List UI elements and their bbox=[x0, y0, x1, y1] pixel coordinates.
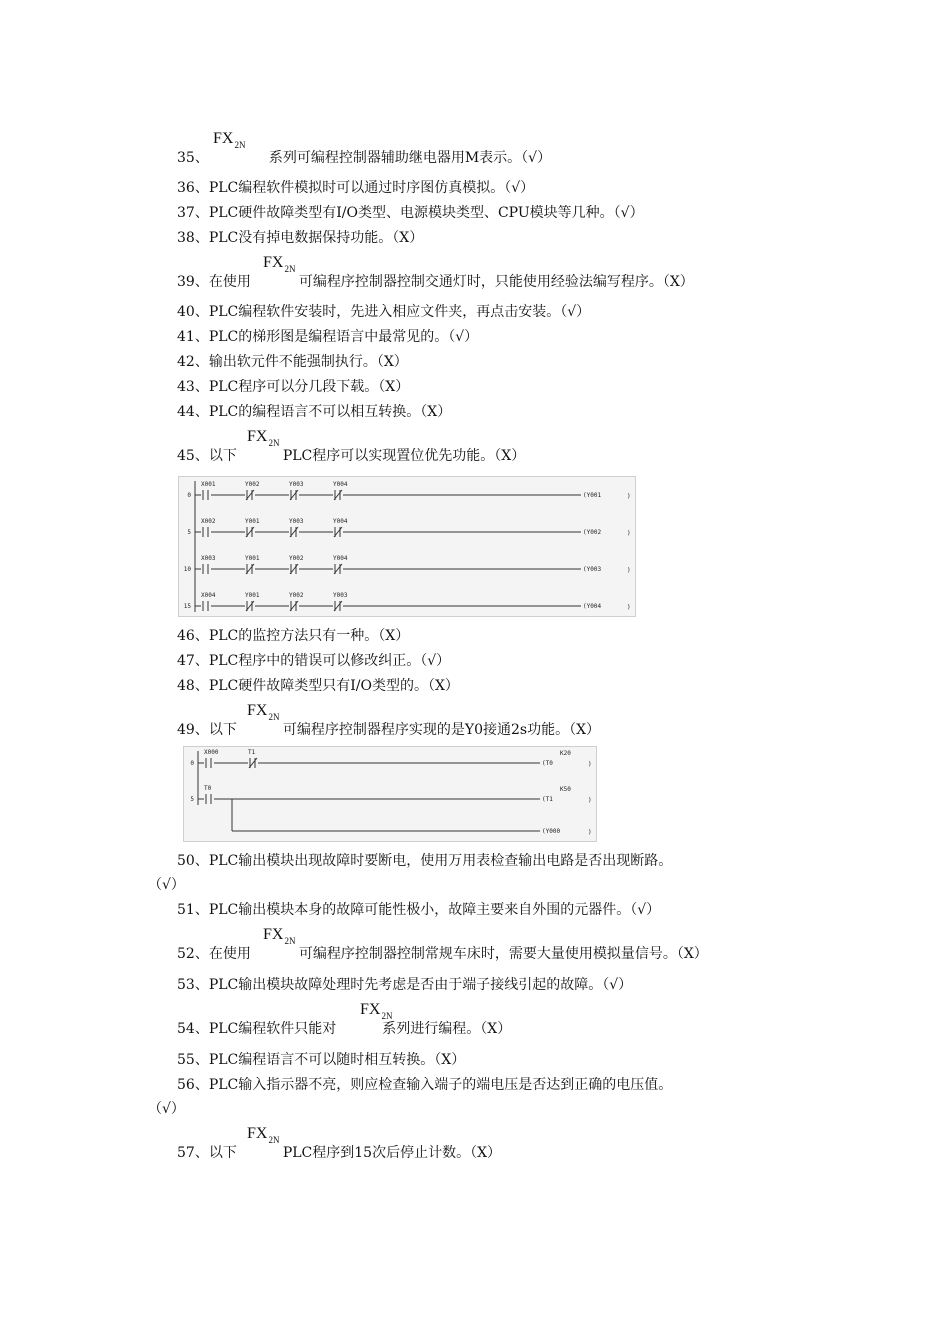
contact-label: Y002 bbox=[289, 592, 304, 599]
contact-label: T0 bbox=[204, 785, 212, 792]
step-number: 0 bbox=[190, 760, 194, 767]
fx2n-label: $FX_{2N}$ bbox=[213, 130, 246, 150]
coil-label: (T0 bbox=[542, 760, 553, 767]
contact-label: Y004 bbox=[333, 518, 348, 525]
question-52: 52、在使用 可编程序控制器控制常规车床时，需要大量使用模拟量信号。（X） bbox=[177, 946, 708, 962]
question-38: 38、PLC没有掉电数据保持功能。（X） bbox=[177, 230, 424, 246]
coil-bracket: ) bbox=[588, 829, 592, 836]
contact-label: Y004 bbox=[333, 555, 348, 562]
question-56: 56、PLC输入指示器不亮，则应检查输入端子的端电压是否达到正确的电压值。 bbox=[177, 1077, 673, 1093]
fx2n-label: $FX_{2N}$ bbox=[247, 702, 280, 722]
contact-label: Y002 bbox=[245, 481, 260, 488]
step-number: 10 bbox=[183, 566, 191, 573]
question-39: 39、在使用 可编程序控制器控制交通灯时，只能使用经验法编写程序。（X） bbox=[177, 274, 694, 290]
step-number: 0 bbox=[187, 492, 191, 499]
question-45: 45、以下 PLC程序可以实现置位优先功能。（X） bbox=[177, 448, 526, 464]
contact-label: X001 bbox=[201, 481, 216, 488]
coil-bracket: ) bbox=[627, 493, 631, 500]
question-44: 44、PLC的编程语言不可以相互转换。（X） bbox=[177, 404, 452, 420]
question-37: 37、PLC硬件故障类型有I/O类型、电源模块类型、CPU模块等几种。（√） bbox=[177, 205, 644, 221]
step-number: 15 bbox=[183, 603, 191, 610]
coil-label: (T1 bbox=[542, 796, 553, 803]
ladder-diagram-1-svg bbox=[179, 477, 635, 616]
contact-label: X003 bbox=[201, 555, 216, 562]
coil-bracket: ) bbox=[627, 604, 631, 611]
coil-label: (Y002 bbox=[583, 529, 602, 536]
coil-bracket: ) bbox=[588, 761, 592, 768]
step-number: 5 bbox=[190, 796, 194, 803]
coil-bracket: ) bbox=[627, 530, 631, 537]
question-55: 55、PLC编程语言不可以随时相互转换。（X） bbox=[177, 1052, 466, 1068]
question-50-cont: （√） bbox=[148, 877, 185, 893]
constant-label: K50 bbox=[560, 786, 571, 793]
contact-label: Y003 bbox=[289, 481, 304, 488]
question-57: 57、以下 PLC程序到15次后停止计数。（X） bbox=[177, 1145, 502, 1161]
fx2n-label: $FX_{2N}$ bbox=[247, 1125, 280, 1145]
question-36: 36、PLC编程软件模拟时可以通过时序图仿真模拟。（√） bbox=[177, 180, 535, 196]
question-56-cont: （√） bbox=[148, 1101, 185, 1117]
ladder-diagram-2-svg bbox=[184, 747, 596, 841]
question-48: 48、PLC硬件故障类型只有I/O类型的。（X） bbox=[177, 678, 459, 694]
contact-label: Y004 bbox=[333, 481, 348, 488]
contact-label: Y001 bbox=[245, 518, 260, 525]
ladder-diagram-2 bbox=[183, 746, 597, 842]
contact-label: Y001 bbox=[245, 555, 260, 562]
question-41: 41、PLC的梯形图是编程语言中最常见的。（√） bbox=[177, 329, 479, 345]
contact-label: X002 bbox=[201, 518, 216, 525]
contact-label: X004 bbox=[201, 592, 216, 599]
coil-label: (Y004 bbox=[583, 603, 602, 610]
ladder-diagram-1 bbox=[178, 476, 636, 617]
coil-bracket: ) bbox=[588, 797, 592, 804]
coil-bracket: ) bbox=[627, 567, 631, 574]
question-54: 54、PLC编程软件只能对 系列进行编程。（X） bbox=[177, 1021, 512, 1037]
contact-label: X000 bbox=[204, 749, 219, 756]
coil-label: (Y000 bbox=[542, 828, 561, 835]
coil-label: (Y001 bbox=[583, 492, 602, 499]
question-51: 51、PLC输出模块本身的故障可能性极小，故障主要来自外围的元器件。（√） bbox=[177, 902, 661, 918]
contact-label: Y003 bbox=[333, 592, 348, 599]
question-40: 40、PLC编程软件安装时，先进入相应文件夹，再点击安装。（√） bbox=[177, 304, 591, 320]
fx2n-label: $FX_{2N}$ bbox=[263, 254, 296, 274]
constant-label: K20 bbox=[560, 750, 571, 757]
question-42: 42、输出软元件不能强制执行。（X） bbox=[177, 354, 408, 370]
question-46: 46、PLC的监控方法只有一种。（X） bbox=[177, 628, 410, 644]
fx2n-label: $FX_{2N}$ bbox=[247, 428, 280, 448]
step-number: 5 bbox=[187, 529, 191, 536]
contact-label: Y003 bbox=[289, 518, 304, 525]
question-43: 43、PLC程序可以分几段下载。（X） bbox=[177, 379, 410, 395]
coil-label: (Y003 bbox=[583, 566, 602, 573]
question-35: 35、 系列可编程控制器辅助继电器用M表示。（√） bbox=[177, 150, 552, 166]
question-47: 47、PLC程序中的错误可以修改纠正。（√） bbox=[177, 653, 451, 669]
question-53: 53、PLC输出模块故障处理时先考虑是否由于端子接线引起的故障。（√） bbox=[177, 977, 633, 993]
fx2n-label: $FX_{2N}$ bbox=[360, 1001, 393, 1021]
contact-label: T1 bbox=[248, 749, 256, 756]
question-50: 50、PLC输出模块出现故障时要断电，使用万用表检查输出电路是否出现断路。 bbox=[177, 853, 673, 869]
contact-label: Y002 bbox=[289, 555, 304, 562]
fx2n-label: $FX_{2N}$ bbox=[263, 926, 296, 946]
contact-label: Y001 bbox=[245, 592, 260, 599]
question-49: 49、以下 可编程序控制器程序实现的是Y0接通2s功能。（X） bbox=[177, 722, 601, 738]
